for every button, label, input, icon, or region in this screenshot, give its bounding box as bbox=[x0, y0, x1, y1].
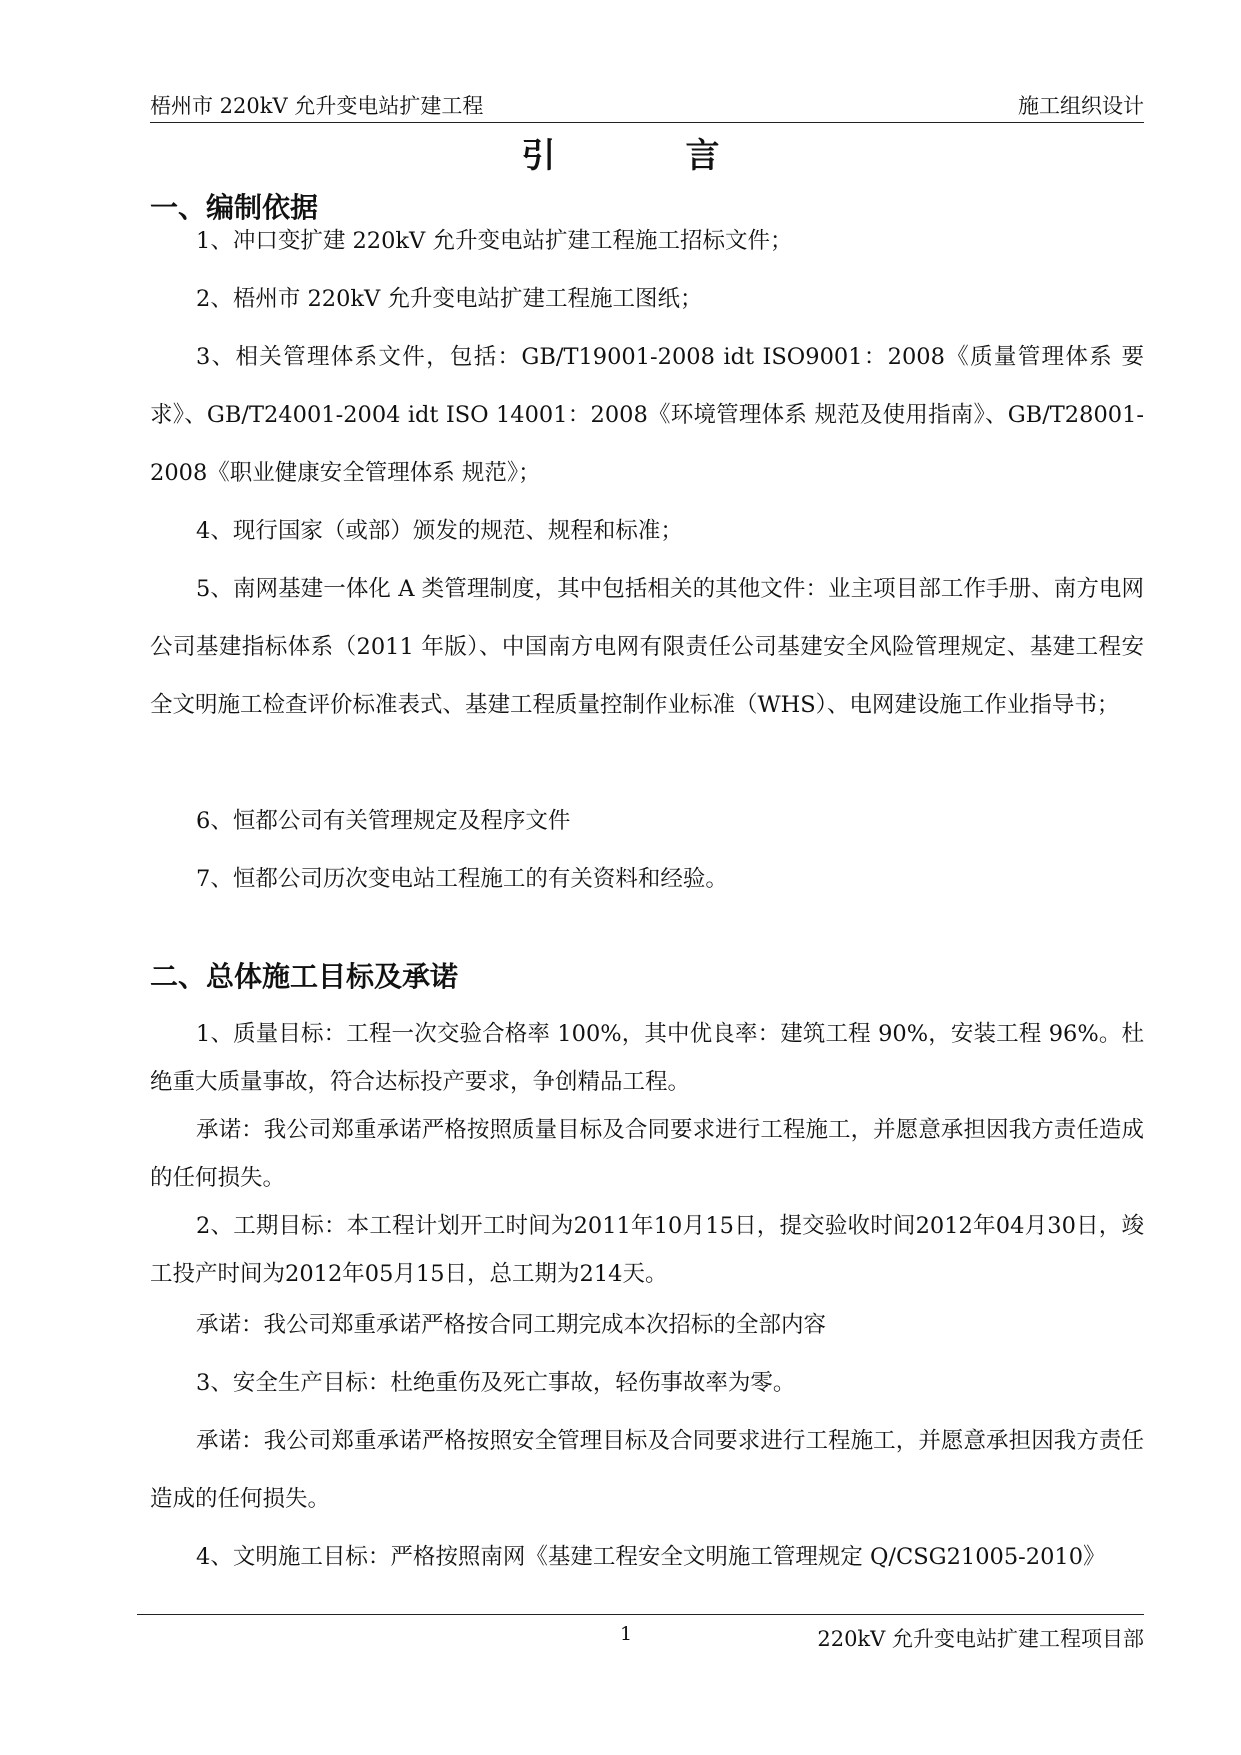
goal-civilized-construction: 4、文明施工目标：严格按照南网《基建工程安全文明施工管理规定 Q/CSG21005-2010》 bbox=[196, 1544, 1106, 1570]
basis-item-2: 2、梧州市 220kV 允升变电站扩建工程施工图纸； bbox=[196, 286, 703, 312]
header-document-type: 施工组织设计 bbox=[1018, 94, 1144, 118]
basis-item-1: 1、冲口变扩建 220kV 允升变电站扩建工程施工招标文件； bbox=[196, 228, 793, 254]
page-header bbox=[150, 88, 1144, 123]
section-heading-goals: 二、总体施工目标及承诺 bbox=[150, 960, 459, 993]
basis-item-7: 7、恒都公司历次变电站工程施工的有关资料和经验。 bbox=[196, 866, 728, 892]
basis-item-5: 5、南网基建一体化 A 类管理制度，其中包括相关的其他文件：业主项目部工作手册、南方电网公司基建指标体系（2011 年版）、中国南方电网有限责任公司基建安全风险管理规定、基建工程安全文明施工检查评价标准表式、基建工程质量控制作业标准（WHS）、电网建设施工作业指导书； bbox=[150, 576, 1144, 718]
commitment-safety: 承诺：我公司郑重承诺严格按照安全管理目标及合同要求进行工程施工，并愿意承担因我方责任造成的任何损失。 bbox=[150, 1428, 1144, 1512]
basis-item-4: 4、现行国家（或部）颁发的规范、规程和标准； bbox=[196, 518, 683, 544]
header-project-name: 梧州市 220kV 允升变电站扩建工程 bbox=[150, 94, 484, 118]
page-title: 引言 bbox=[521, 136, 850, 176]
goal-quality: 1、质量目标：工程一次交验合格率 100%，其中优良率：建筑工程 90%，安装工程 96%。杜绝重大质量事故，符合达标投产要求，争创精品工程。 bbox=[150, 1021, 1144, 1095]
goal-schedule: 2、工期目标：本工程计划开工时间为2011年10月15日，提交验收时间2012年04月30日，竣工投产时间为2012年05月15日，总工期为214天。 bbox=[150, 1213, 1144, 1287]
goal-safety: 3、安全生产目标：杜绝重伤及死亡事故，轻伤事故率为零。 bbox=[196, 1370, 796, 1396]
footer-rule bbox=[137, 1614, 1144, 1615]
commitment-schedule: 承诺：我公司郑重承诺严格按合同工期完成本次招标的全部内容 bbox=[196, 1312, 827, 1338]
section-heading-basis: 一、编制依据 bbox=[150, 191, 319, 224]
basis-item-6: 6、恒都公司有关管理规定及程序文件 bbox=[196, 808, 571, 834]
basis-item-3: 3、相关管理体系文件，包括：GB/T19001-2008 idt ISO9001：2008《质量管理体系 要求》、GB/T24001-2004 idt ISO 14001：2008《环境管理体系 规范及使用指南》、GB/T28001-2008《职业健康安全管理体系 规范》； bbox=[150, 344, 1144, 486]
page-number: 1 bbox=[620, 1623, 633, 1645]
footer-project-department: 220kV 允升变电站扩建工程项目部 bbox=[817, 1627, 1144, 1651]
commitment-quality: 承诺：我公司郑重承诺严格按照质量目标及合同要求进行工程施工，并愿意承担因我方责任造成的任何损失。 bbox=[150, 1117, 1144, 1191]
